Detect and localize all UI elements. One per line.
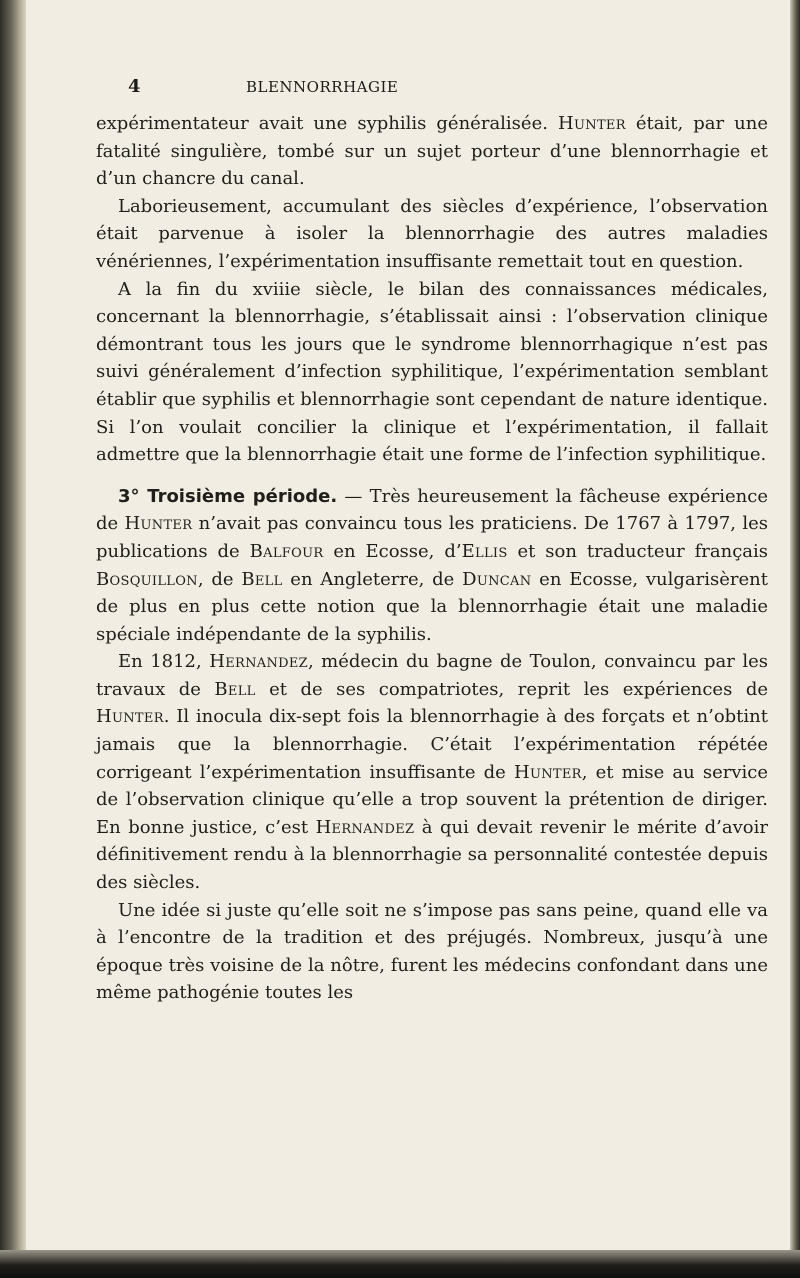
- text-run: n’avait pas convaincu tous les praticiens. De 1767 à 1797, les publications de: [96, 513, 768, 562]
- paragraph-3: A la fin du xviiie siècle, le bilan des connaissances médicales, concernant la blennorrhagie, s’établissait ainsi : l’observation clinique démontrant tous les jours que le syndrome blennorrhagique n’est pas suivi généralement d’infection syphilitique, l’expérimentation semblant établir que syphilis et blennorrhagie sont cependant de nature identique. Si l’on voulait concilier la clinique et l’expérimentation, il fallait admettre que la blennorrhagie était une forme de l’infection syphilitique.: [96, 278, 768, 466]
- author-name: Balfour: [249, 540, 324, 562]
- author-name: Hernandez: [209, 651, 308, 673]
- text-run: , et mise au service de l’observation clinique qu’elle a trop souvent la prétention de diriger. En bonne justice, c’est: [96, 761, 768, 838]
- author-name: Bell: [214, 678, 256, 700]
- text-run: . Il inocula dix-sept fois la blennorrhagie à des forçats et n’obtint jamais que la blennorrhagie. C’était l’expérimentation répétée corrigeant l’expérimentation insuffisante de: [96, 706, 768, 783]
- paragraph-1: [96, 110, 768, 193]
- running-title: BLENNORRHAGIE: [246, 78, 399, 96]
- paragraph-2: Laborieusement, accumulant des siècles d’expérience, l’observation était parvenue à isoler la blennorrhagie des autres maladies vénériennes, l’expérimentation insuffisante remettait tout en question.: [96, 195, 768, 272]
- author-name: Hunter: [124, 513, 193, 535]
- text-run: En 1812,: [118, 651, 210, 673]
- text-run: à qui devait revenir le mérite d’avoir définitivement rendu à la blennorrhagie sa personnalité contestée depuis des siècles.: [96, 816, 768, 894]
- body-text: [96, 110, 768, 1007]
- page-bottom-edge: [0, 1250, 800, 1278]
- text-run: était, par une fatalité singulière, tombé sur un sujet porteur d’une blennorrhagie et d’un chancre du canal.: [96, 113, 768, 190]
- page-number: 4: [128, 76, 141, 97]
- page-header: [96, 76, 716, 104]
- author-name: Hunter: [96, 706, 164, 728]
- author-name: Hunter: [558, 113, 626, 134]
- book-gutter-left: [0, 0, 26, 1278]
- author-name: Bosquillon: [96, 568, 198, 590]
- author-name: Hunter: [513, 761, 582, 783]
- text-run: expérimentateur avait une syphilis généralisée.: [96, 113, 559, 134]
- author-name: Bell: [241, 568, 283, 590]
- book-gutter-right: [790, 0, 800, 1278]
- text-run: , de: [197, 568, 242, 590]
- text-run: en Ecosse, d’: [323, 540, 462, 562]
- paragraph-6: Une idée si juste qu’elle soit ne s’impose pas sans peine, quand elle va à l’encontre de la tradition et des préjugés. Nombreux, jusqu’à une époque très voisine de la nôtre, furent les médecins confondant dans une même pathogénie toutes les: [96, 899, 768, 1004]
- text-run: et de ses compatriotes, reprit les expériences de: [255, 678, 768, 700]
- author-name: Duncan: [462, 568, 532, 590]
- section-heading: 3° Troisième période.: [118, 485, 338, 507]
- author-name: Hernandez: [315, 816, 415, 838]
- paragraph-5: [96, 648, 768, 896]
- text-run: en Ecosse, vulgarisèrent de plus en plus cette notion que la blennorrhagie était une maladie spéciale indépendante de la syphilis.: [96, 568, 768, 645]
- text-run: — Très heureusement la fâcheuse expérience de: [96, 485, 769, 535]
- text-run: en Angleterre, de: [282, 568, 463, 590]
- paragraph-section-3: [96, 483, 768, 649]
- text-run: et son traducteur français: [507, 540, 769, 562]
- author-name: Ellis: [461, 540, 508, 562]
- text-run: , médecin du bagne de Toulon, convaincu par les travaux de: [96, 651, 768, 700]
